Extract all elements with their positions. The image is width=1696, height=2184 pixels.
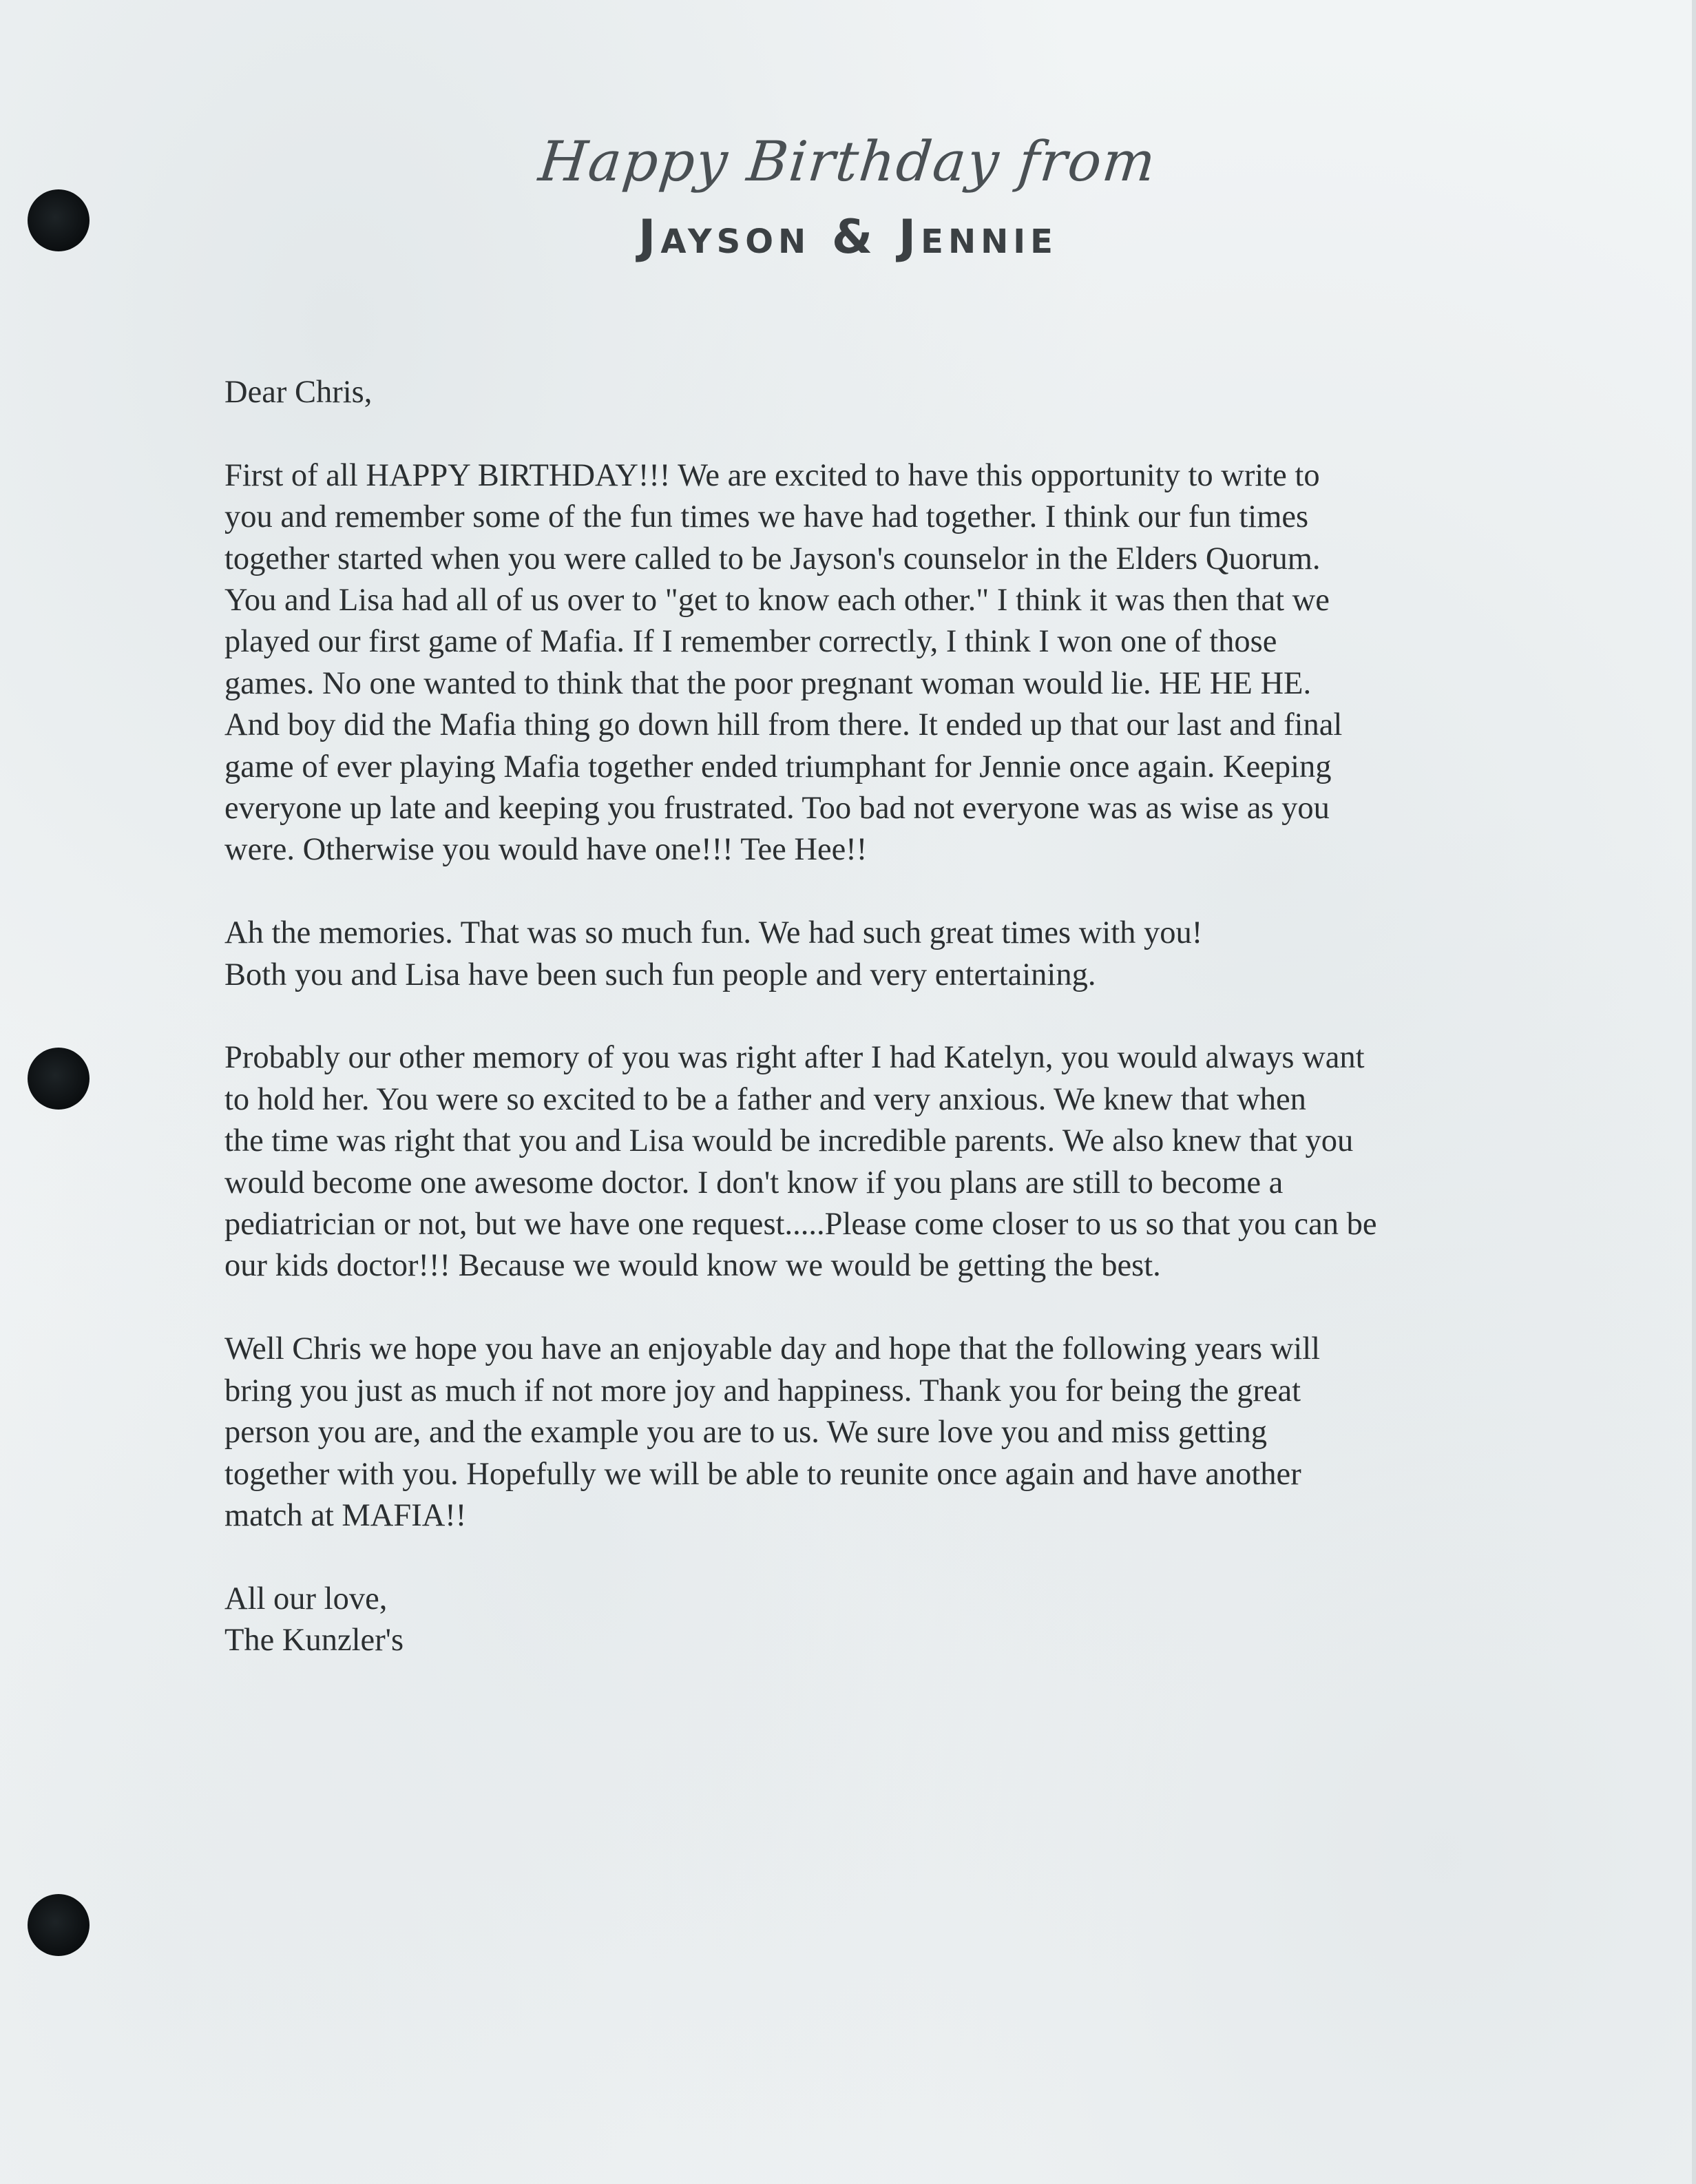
letter-header bbox=[0, 124, 1696, 269]
paragraph-1 bbox=[224, 455, 1567, 871]
paragraph-line: Well Chris we hope you have an enjoyable day and hope that the following years will bbox=[224, 1331, 1321, 1367]
paragraph-line: game of ever playing Mafia together ended triumphant for Jennie once again. Keeping bbox=[224, 749, 1332, 784]
paragraph-line: our kids doctor!!! Because we would know we would be getting the best. bbox=[224, 1248, 1161, 1284]
paragraph-line: You and Lisa had all of us over to "get to know each other." I think it was then that we bbox=[224, 583, 1330, 618]
paragraph-gap bbox=[224, 1287, 1567, 1329]
paragraph-line: to hold her. You were so excited to be a father and very anxious. We knew that when bbox=[224, 1081, 1306, 1117]
letter-body bbox=[224, 372, 1567, 1662]
paragraph-line: were. Otherwise you would have one!!! Tee Hee!! bbox=[224, 832, 868, 868]
paragraph-line: bring you just as much if not more joy and happiness. Thank you for being the great bbox=[224, 1373, 1301, 1408]
paragraph-gap bbox=[224, 996, 1567, 1037]
paragraph-3 bbox=[224, 1037, 1567, 1287]
paragraph-2 bbox=[224, 913, 1567, 996]
paragraph-line: Ah the memories. That was so much fun. We had such great times with you! bbox=[224, 915, 1203, 951]
paragraph-line: person you are, and the example you are to us. We sure love you and miss getting bbox=[224, 1415, 1268, 1450]
paragraph-line: match at MAFIA!! bbox=[224, 1497, 467, 1533]
paragraph-line: Probably our other memory of you was right after I had Katelyn, you would always want bbox=[224, 1040, 1365, 1076]
page-edge bbox=[1692, 0, 1696, 2184]
paragraph-gap bbox=[224, 1537, 1567, 1578]
paragraph-line: you and remember some of the fun times we have had together. I think our fun times bbox=[224, 499, 1309, 535]
script-title: Happy Birthday from bbox=[536, 129, 1160, 194]
paragraph-line: Both you and Lisa have been such fun people and very entertaining. bbox=[224, 957, 1096, 992]
paragraph-line: the time was right that you and Lisa would be incredible parents. We also knew that you bbox=[224, 1123, 1354, 1159]
closing: All our love, bbox=[224, 1581, 388, 1616]
paragraph-line: together with you. Hopefully we will be able to reunite once again and have another bbox=[224, 1456, 1301, 1492]
paragraph-line: everyone up late and keeping you frustrated. Too bad not everyone was as wise as you bbox=[224, 791, 1330, 826]
paragraph-line: And boy did the Mafia thing go down hill from there. It ended up that our last and final bbox=[224, 707, 1343, 743]
salutation: Dear Chris, bbox=[224, 375, 373, 410]
punch-hole-bottom bbox=[28, 1894, 90, 1956]
paragraph-line: games. No one wanted to think that the poor pregnant woman would lie. HE HE HE. bbox=[224, 665, 1312, 701]
names-title: Jayson & Jennie bbox=[638, 210, 1058, 264]
paragraph-line: together started when you were called to be Jayson's counselor in the Elders Quorum. bbox=[224, 541, 1321, 576]
paragraph-line: pediatrician or not, but we have one request.....Please come closer to us so that you can be bbox=[224, 1207, 1377, 1242]
paragraph-4 bbox=[224, 1329, 1567, 1537]
paragraph-gap bbox=[224, 413, 1567, 455]
paragraph-line: First of all HAPPY BIRTHDAY!!! We are excited to have this opportunity to write to bbox=[224, 457, 1320, 493]
punch-hole-middle bbox=[28, 1048, 90, 1110]
paragraph-line: played our first game of Mafia. If I remember correctly, I think I won one of those bbox=[224, 624, 1277, 660]
signature: The Kunzler's bbox=[224, 1623, 404, 1658]
paragraph-gap bbox=[224, 871, 1567, 913]
paragraph-line: would become one awesome doctor. I don't know if you plans are still to become a bbox=[224, 1165, 1284, 1200]
